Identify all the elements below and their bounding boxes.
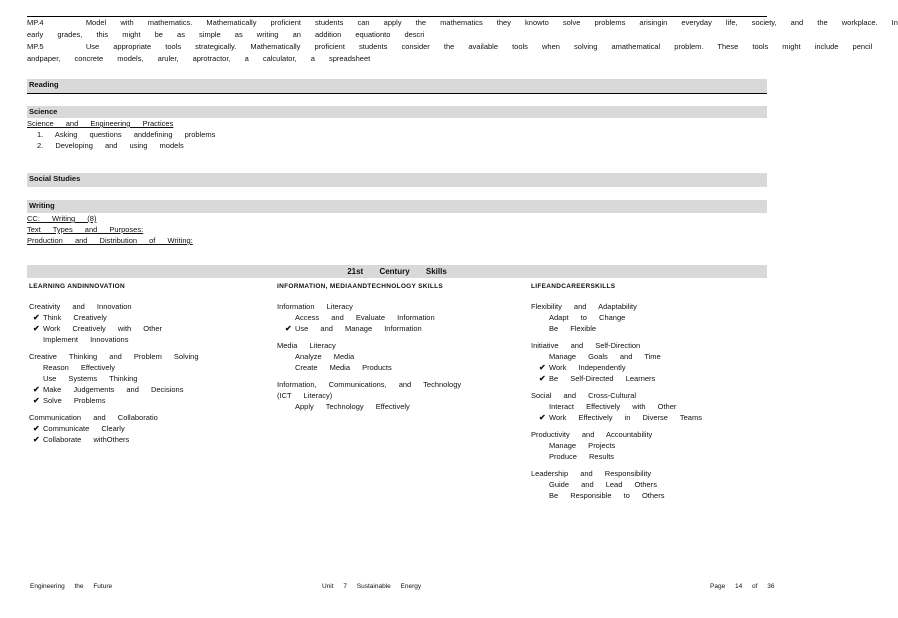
checkmark-icon: ✔ <box>33 424 40 433</box>
skill-item: Implement Innovations <box>43 335 129 344</box>
skill-item: ✔ Be Self-Directed Learners <box>539 374 656 383</box>
group-title: Information Literacy <box>277 302 353 311</box>
science-item: 2. Developing and using models <box>37 141 184 150</box>
skill-group <box>531 301 771 334</box>
column-heading: LIFEANDCAREERSKILLS <box>531 283 616 290</box>
footer-center: Unit 7 Sustainable Energy <box>322 583 422 590</box>
skill-item: ✔ Make Judgements and Decisions <box>33 385 184 394</box>
skill-item: Manage Goals and Time <box>549 352 661 361</box>
reading-section <box>27 79 767 94</box>
practice-mp4-cont: early grades, this might be as simple as writing an addition equationto descri <box>27 30 425 39</box>
writing-line: CC: Writing (8) <box>27 214 97 223</box>
writing-line: Text Types and Purposes: <box>27 225 144 234</box>
skill-item: Interact Effectively with Other <box>549 402 677 411</box>
skill-item: Manage Projects <box>549 441 616 450</box>
skill-group <box>531 468 771 501</box>
science-subtitle: Science and Engineering Practices <box>27 119 174 128</box>
column-heading: INFORMATION, MEDIAANDTECHNOLOGY SKILLS <box>277 283 444 290</box>
skill-group <box>277 379 517 412</box>
group-title: Productivity and Accountability <box>531 430 653 439</box>
skill-group <box>29 412 269 445</box>
checkmark-icon: ✔ <box>33 396 40 405</box>
skills-header: 21st Century Skills <box>27 265 767 278</box>
group-title: Communication and Collaboratio <box>29 413 158 422</box>
checkmark-icon: ✔ <box>539 413 546 422</box>
skill-item: Produce Results <box>549 452 615 461</box>
checkmark-icon: ✔ <box>33 435 40 444</box>
skill-group <box>531 340 771 384</box>
math-practices-block <box>27 16 898 66</box>
writing-header: Writing <box>27 200 767 213</box>
skill-item: Reason Effectively <box>43 363 115 372</box>
footer-page-number: Page 14 of 36 <box>710 583 775 590</box>
skill-item: Create Media Products <box>295 363 392 372</box>
skill-item: Access and Evaluate Information <box>295 313 435 322</box>
skill-group <box>277 301 517 334</box>
skill-item: ✔ Solve Problems <box>33 396 106 405</box>
skill-item: Adapt to Change <box>549 313 626 322</box>
skill-group <box>531 429 771 462</box>
social-studies-header: Social Studies <box>27 173 767 187</box>
social-studies-section <box>27 173 767 187</box>
group-title: Creativity and Innovation <box>29 302 132 311</box>
skill-group <box>29 301 269 345</box>
skill-item: ✔ Collaborate withOthers <box>33 435 130 444</box>
skill-item: ✔ Work Effectively in Diverse Teams <box>539 413 702 422</box>
checkmark-icon: ✔ <box>33 324 40 333</box>
group-title: Information, Communications, and Technology <box>277 380 462 389</box>
writing-section <box>27 200 767 246</box>
skill-item: Be Flexible <box>549 324 597 333</box>
footer-left: Engineering the Future <box>30 583 113 590</box>
science-item: 1. Asking questions anddefining problems <box>37 130 216 139</box>
skill-item: Apply Technology Effectively <box>295 402 410 411</box>
skill-item: Use Systems Thinking <box>43 374 138 383</box>
group-title: Media Literacy <box>277 341 336 350</box>
skills-column-learning <box>29 283 269 445</box>
skill-item: ✔ Think Creatively <box>33 313 107 322</box>
practice-mp4: MP.4 Model with mathematics. Mathematically proficient students can apply the mathematics they knowto solve problems arisingin everyday life, society, and the workplace. In <box>27 18 898 27</box>
science-section <box>27 106 767 151</box>
skill-item: ✔ Communicate Clearly <box>33 424 125 433</box>
group-title: Social and Cross-Cultural <box>531 391 637 400</box>
skill-item: ✔ Work Independently <box>539 363 626 372</box>
checkmark-icon: ✔ <box>539 374 546 383</box>
practice-mp5-cont: andpaper, concrete models, aruler, aprotractor, a calculator, a spreadsheet <box>27 54 371 63</box>
skill-group <box>531 390 771 423</box>
checkmark-icon: ✔ <box>539 363 546 372</box>
skill-item: Analyze Media <box>295 352 355 361</box>
reading-header: Reading <box>27 79 767 94</box>
skills-column-life-career <box>531 283 771 501</box>
column-heading: LEARNING ANDINNOVATION <box>29 283 126 290</box>
skill-item: Be Responsible to Others <box>549 491 665 500</box>
group-title: Initiative and Self-Direction <box>531 341 641 350</box>
science-header: Science <box>27 106 767 118</box>
skill-item: ✔ Work Creatively with Other <box>33 324 163 333</box>
checkmark-icon: ✔ <box>285 324 292 333</box>
group-title: Leadership and Responsibility <box>531 469 652 478</box>
group-title: Flexibility and Adaptability <box>531 302 637 311</box>
practice-mp5: MP.5 Use appropriate tools strategically. Mathematically proficient students consider the available tools when solving amathematical problem. These tools might include pencil <box>27 42 873 51</box>
skill-group <box>277 340 517 373</box>
skill-item: Guide and Lead Others <box>549 480 657 489</box>
skill-group <box>29 351 269 406</box>
writing-line: Production and Distribution of Writing: <box>27 236 193 245</box>
skills-column-information <box>277 283 517 412</box>
checkmark-icon: ✔ <box>33 313 40 322</box>
group-title-cont: (ICT Literacy) <box>277 391 333 400</box>
checkmark-icon: ✔ <box>33 385 40 394</box>
group-title: Creative Thinking and Problem Solving <box>29 352 199 361</box>
skill-item: ✔ Use and Manage Information <box>285 324 422 333</box>
skills-section <box>27 265 767 525</box>
